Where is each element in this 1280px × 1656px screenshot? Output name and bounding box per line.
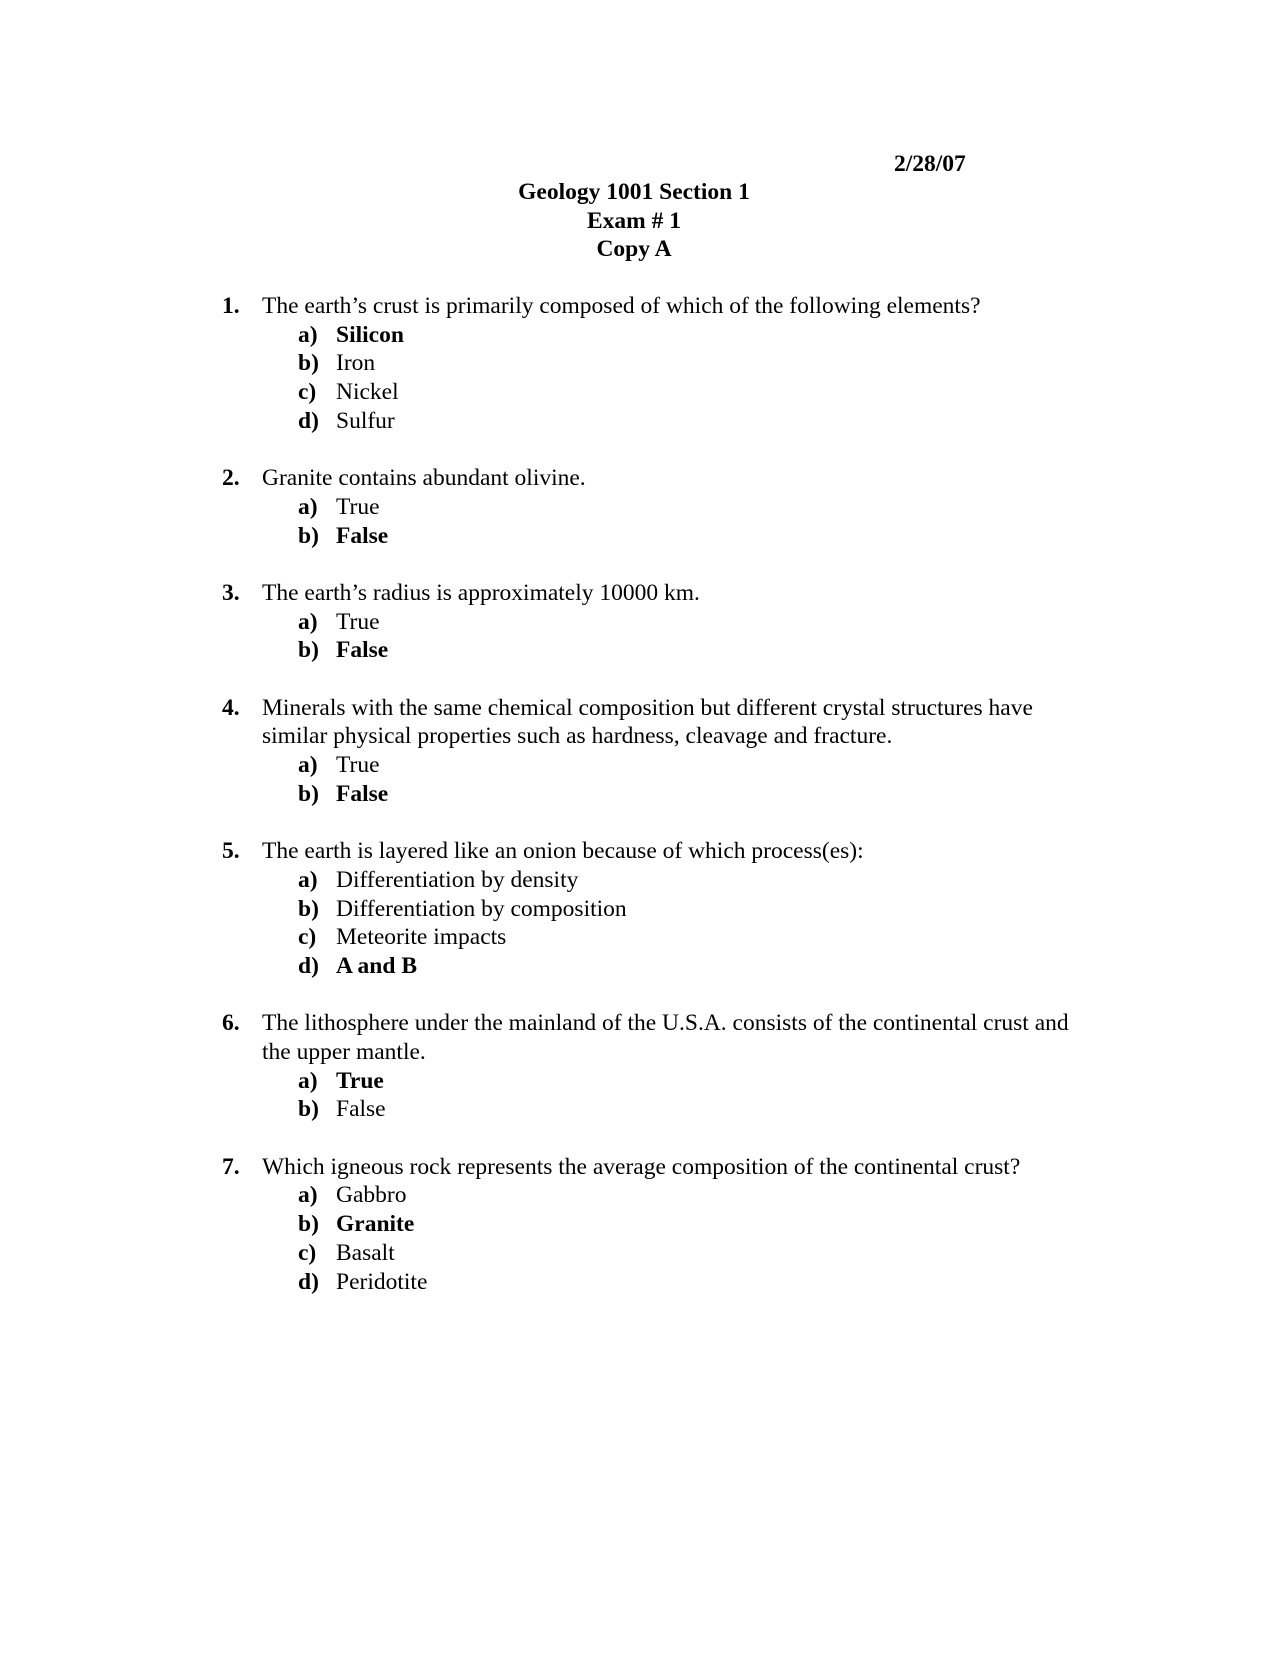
option-text: Meteorite impacts [336, 924, 507, 951]
answer-option [298, 636, 1092, 665]
exam-date: 2/28/07 [894, 151, 966, 177]
option-text-correct: False [336, 780, 389, 807]
option-text-correct: True [336, 1067, 384, 1094]
answer-option [298, 1268, 1092, 1297]
question-text: The earth is layered like an onion because of which process(es): [262, 838, 864, 865]
option-text-correct: False [336, 522, 389, 549]
answer-option [298, 1181, 1092, 1210]
exam-number: Exam # 1 [587, 207, 681, 234]
answer-option [298, 378, 1092, 407]
question-number: 2. [222, 465, 240, 492]
answer-option [298, 522, 1092, 551]
option-letter: b) [298, 895, 319, 922]
option-text-correct: Granite [336, 1211, 415, 1238]
option-letter: b) [298, 637, 319, 664]
answer-options [298, 608, 1092, 665]
answer-options [298, 1181, 1092, 1296]
option-text: Differentiation by density [336, 866, 579, 893]
option-letter: a) [298, 752, 318, 779]
question-3 [222, 579, 1092, 665]
question-list [222, 292, 1092, 1325]
option-letter: a) [298, 321, 318, 348]
option-letter: a) [298, 608, 318, 635]
question-number: 6. [222, 1010, 240, 1037]
question-6 [222, 1009, 1092, 1124]
question-2 [222, 464, 1092, 550]
exam-heading [400, 178, 868, 264]
option-text: False [336, 1096, 386, 1123]
question-1 [222, 292, 1092, 435]
option-letter: c) [298, 379, 317, 406]
option-letter: d) [298, 407, 319, 434]
question-text: Which igneous rock represents the average composition of the continental crust? [262, 1153, 1021, 1180]
answer-option [298, 321, 1092, 350]
answer-option [298, 407, 1092, 436]
option-letter: b) [298, 1211, 319, 1238]
answer-option [298, 751, 1092, 780]
question-number: 4. [222, 694, 240, 721]
option-letter: c) [298, 924, 317, 951]
question-7 [222, 1153, 1092, 1296]
option-text: Peridotite [336, 1268, 428, 1295]
question-number: 3. [222, 579, 240, 606]
option-letter: a) [298, 493, 318, 520]
answer-option [298, 952, 1092, 981]
option-letter: b) [298, 522, 319, 549]
answer-option [298, 608, 1092, 637]
answer-option [298, 1067, 1092, 1096]
course-title: Geology 1001 Section 1 [518, 179, 750, 205]
answer-option [298, 1210, 1092, 1239]
option-letter: b) [298, 1096, 319, 1123]
option-text: Basalt [336, 1239, 395, 1266]
option-letter: c) [298, 1239, 317, 1266]
question-text: The earth’s radius is approximately 10000 km. [262, 579, 700, 606]
option-text-correct: Silicon [336, 321, 404, 348]
option-letter: a) [298, 866, 318, 893]
answer-options [298, 321, 1092, 436]
copy-label: Copy A [596, 236, 672, 263]
option-text: True [336, 752, 380, 779]
option-text: Nickel [336, 379, 399, 406]
question-text: Granite contains abundant olivine. [262, 465, 586, 492]
question-number: 7. [222, 1153, 240, 1180]
option-text: Differentiation by composition [336, 895, 627, 922]
answer-option [298, 1239, 1092, 1268]
answer-options [298, 866, 1092, 981]
answer-options [298, 1067, 1092, 1124]
option-letter: d) [298, 1268, 319, 1295]
answer-option [298, 1095, 1092, 1124]
option-text: Sulfur [336, 407, 395, 434]
option-letter: b) [298, 350, 319, 377]
question-number: 5. [222, 838, 240, 865]
option-text: True [336, 493, 380, 520]
option-text-correct: A and B [336, 952, 417, 979]
answer-option [298, 866, 1092, 895]
answer-option [298, 923, 1092, 952]
question-text: The earth’s crust is primarily composed of which of the following elements? [262, 293, 981, 319]
answer-option [298, 493, 1092, 522]
answer-option [298, 780, 1092, 809]
answer-options [298, 493, 1092, 550]
option-letter: b) [298, 780, 319, 807]
answer-option [298, 349, 1092, 378]
option-letter: a) [298, 1067, 318, 1094]
option-text-correct: False [336, 637, 389, 664]
option-text: Gabbro [336, 1182, 407, 1209]
question-text: Minerals with the same chemical composition but different crystal structures have similar physical properties such as hardness, cleavage and fracture. [262, 694, 1033, 750]
answer-option [298, 895, 1092, 924]
option-letter: a) [298, 1182, 318, 1209]
option-text: Iron [336, 350, 376, 377]
answer-options [298, 751, 1092, 808]
question-4 [222, 694, 1092, 809]
question-5 [222, 837, 1092, 980]
question-number: 1. [222, 293, 240, 319]
question-text: The lithosphere under the mainland of the U.S.A. consists of the continental crust and the upper mantle. [262, 1010, 1069, 1065]
option-letter: d) [298, 952, 319, 979]
option-text: True [336, 608, 380, 635]
